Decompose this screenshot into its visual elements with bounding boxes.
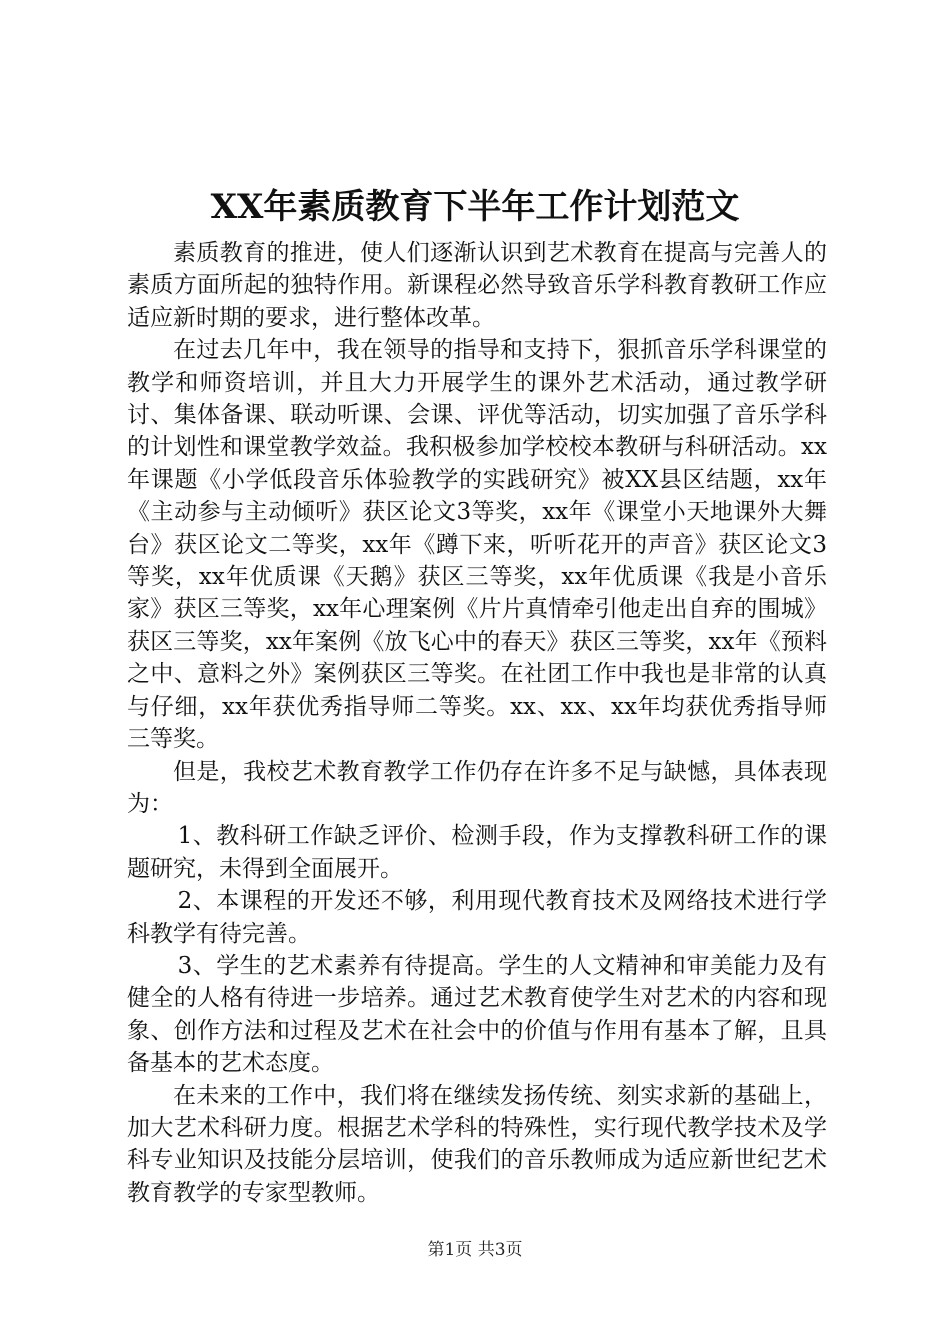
list-item-1: 1、教科研工作缺乏评价、检测手段，作为支撑教科研工作的课题研究，未得到全面展开。 bbox=[127, 823, 827, 882]
paragraph-intro: 素质教育的推进，使人们逐渐认识到艺术教育在提高与完善人的素质方面所起的独特作用。新课程必然导致音乐学科教育教研工作应适应新时期的要求，进行整体改革。 bbox=[127, 240, 827, 331]
list-item-2: 2、本课程的开发还不够，利用现代教育技术及网络技术进行学科教学有待完善。 bbox=[127, 888, 827, 947]
paragraph-shortcomings: 但是，我校艺术教育教学工作仍存在许多不足与缺憾，具体表现为： bbox=[127, 758, 827, 817]
paragraph-achievements: 在过去几年中，我在领导的指导和支持下，狠抓音乐学科课堂的教学和师资培训，并且大力开展学生的课外艺术活动，通过教学研讨、集体备课、联动听课、会课、评优等活动，切实加强了音乐学科的计划性和课堂教学效益。我积极参加学校校本教研与科研活动。xx年课题《小学低段音乐体验教学的实践研究》被XX县区结题，xx年《主动参与主动倾听》获区论文3等奖，xx年《课堂小天地课外大舞台》获区论文二等奖，xx年《蹲下来，听听花开的声音》获区论文3等奖，xx年优质课《天鹅》获区三等奖，xx年优质课《我是小音乐家》获区三等奖，xx年心理案例《片片真情牵引他走出自弃的围城》获区三等奖，xx年案例《放飞心中的春天》获区三等奖，xx年《预料之中、意料之外》案例获区三等奖。在社团工作中我也是非常的认真与仔细，xx年获优秀指导师二等奖。xx、xx、xx年均获优秀指导师三等奖。 bbox=[127, 337, 827, 753]
page-number-footer: 第1页 共3页 bbox=[427, 1240, 523, 1260]
paragraph-future: 在未来的工作中，我们将在继续发扬传统、刻实求新的基础上，加大艺术科研力度。根据艺术学科的特殊性，实行现代教学技术及学科专业知识及技能分层培训，使我们的音乐教师成为适应新世纪艺术教育教学的专家型教师。 bbox=[127, 1082, 827, 1206]
document-title: XX年素质教育下半年工作计划范文 bbox=[210, 187, 740, 227]
document-body bbox=[127, 237, 827, 1209]
list-item-3: 3、学生的艺术素养有待提高。学生的人文精神和审美能力及有健全的人格有待进一步培养。通过艺术教育使学生对艺术的内容和现象、创作方法和过程及艺术在社会中的价值与作用有基本了解，且具备基本的艺术态度。 bbox=[127, 952, 827, 1077]
